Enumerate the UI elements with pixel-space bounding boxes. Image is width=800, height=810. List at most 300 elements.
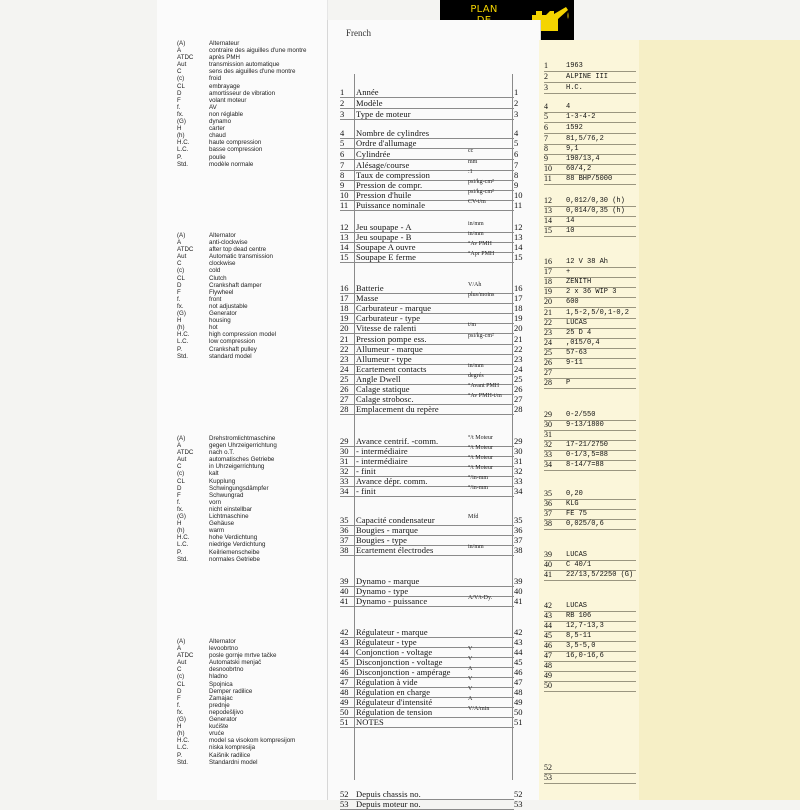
legend-description: Flywheel [209, 288, 234, 296]
data-value: 25 D 4 [566, 329, 592, 337]
row-label: Type de moteur [356, 109, 411, 119]
row-unit: °/t Moteur [468, 465, 493, 471]
data-row-number: 17 [544, 267, 552, 276]
row-number-right: 7 [514, 160, 519, 170]
data-value: 2 x 36 WIP 3 [566, 288, 617, 296]
legend-row [171, 275, 331, 282]
data-row [544, 173, 794, 185]
legend-description: Spojnica [209, 680, 233, 688]
legend-block [171, 40, 331, 168]
row-number-right: 33 [514, 476, 523, 486]
data-value: 190/13,4 [566, 155, 600, 163]
row-number-right: 9 [514, 180, 519, 190]
row-unit: Mfd [468, 514, 479, 520]
row-number-right: 25 [514, 374, 523, 384]
row-number: 49 [340, 697, 349, 707]
data-row-number: 44 [544, 621, 552, 630]
data-row [544, 82, 794, 94]
legend-abbreviation: f. [177, 103, 181, 111]
legend-abbreviation: Aut [177, 456, 187, 464]
row-label: Jeu soupape - A [356, 222, 412, 232]
legend-row [171, 154, 331, 161]
row-number-right: 17 [514, 293, 523, 303]
row-number: 31 [340, 456, 349, 466]
legend-row [171, 688, 331, 695]
data-row-number: 31 [544, 430, 552, 439]
row-number-right: 45 [514, 657, 523, 667]
row-unit: V [468, 686, 473, 692]
row-number: 39 [340, 576, 349, 586]
legend-row [171, 246, 331, 253]
data-row-number: 39 [544, 550, 552, 559]
legend-description: amortisseur de vibration [209, 89, 276, 97]
data-row [544, 680, 794, 692]
legend-row [171, 346, 331, 353]
row-number: 43 [340, 637, 349, 647]
legend-row [171, 541, 331, 548]
legend-abbreviation: (h) [177, 527, 185, 535]
row-label: - finit [356, 466, 376, 476]
legend-description: hot [209, 324, 218, 332]
data-value: 88 BHP/5000 [566, 175, 613, 183]
legend-abbreviation: (c) [177, 470, 185, 478]
row-label: - intermédiaire [356, 446, 408, 456]
legend-description: Keilriemenscheibe [209, 548, 260, 556]
row-label: Pression de compr. [356, 180, 423, 190]
data-value: 0,012/0,30 (h) [566, 197, 625, 205]
legend-row [171, 478, 331, 485]
row-unit: A/V/t-Dy. [468, 595, 493, 601]
row-label: Dynamo - marque [356, 576, 420, 586]
row-label: Calage strobosc. [356, 394, 414, 404]
legend-abbreviation: CL [177, 680, 185, 688]
row-label: Dynamo - puissance [356, 596, 428, 606]
data-value: 12 V 38 Ah [566, 258, 609, 266]
legend-abbreviation: CL [177, 82, 185, 90]
legend-description: Generator [209, 310, 237, 318]
data-row-rule [544, 184, 636, 185]
legend-row [171, 534, 331, 541]
legend-abbreviation: f. [177, 295, 181, 303]
legend-row [171, 723, 331, 730]
row-number: 11 [340, 200, 349, 210]
legend-description: modèle normale [209, 160, 254, 168]
data-value: 1,5-2,5/0,1-0,2 [566, 309, 630, 317]
row-number-right: 11 [514, 200, 523, 210]
legend-row [171, 449, 331, 456]
data-row-number: 22 [544, 318, 552, 327]
legend-abbreviation: H.C. [177, 331, 190, 339]
legend-abbreviation: (c) [177, 673, 185, 681]
row-label: Ordre d'allumage [356, 138, 417, 148]
data-row-number: 23 [544, 328, 552, 337]
row-number: 30 [340, 446, 349, 456]
row-number-right: 23 [514, 354, 523, 364]
legend-abbreviation: C [177, 666, 182, 674]
row-rule [340, 555, 514, 556]
row-number-right: 27 [514, 394, 523, 404]
row-number-right: 26 [514, 384, 523, 394]
row-label: Soupape A ouvre [356, 242, 416, 252]
legend-abbreviation: F [177, 694, 181, 702]
data-value: 81,5/76,2 [566, 135, 604, 143]
row-number: 47 [340, 677, 349, 687]
legend-row [171, 456, 331, 463]
row-number: 26 [340, 384, 349, 394]
legend-description: après PMH [209, 54, 240, 62]
row-rule [340, 606, 514, 607]
row-number-right: 46 [514, 667, 523, 677]
legend-row [171, 338, 331, 345]
data-row [544, 772, 794, 784]
data-row-number: 18 [544, 277, 552, 286]
data-value: 12,7-13,3 [566, 622, 604, 630]
data-value: 8-14/7=88 [566, 461, 604, 469]
row-number: 1 [340, 87, 345, 97]
row-number-right: 42 [514, 627, 523, 637]
row-number: 12 [340, 222, 349, 232]
data-value: 1-3-4-2 [566, 113, 596, 121]
row-number-right: 48 [514, 687, 523, 697]
legend-description: cold [209, 267, 221, 275]
row-number: 14 [340, 242, 349, 252]
row-number-right: 8 [514, 170, 519, 180]
data-row-number: 37 [544, 509, 552, 518]
row-number: 38 [340, 545, 349, 555]
row-number: 46 [340, 667, 349, 677]
legend-abbreviation: Std. [177, 160, 189, 168]
row-label: Batterie [356, 283, 384, 293]
form-sheet [327, 20, 541, 809]
row-number-right: 20 [514, 323, 523, 333]
legend-description: Schwingungsdämpfer [209, 484, 269, 492]
legend-row [171, 161, 331, 168]
data-row-number: 38 [544, 519, 552, 528]
row-number: 4 [340, 128, 345, 138]
data-value: 9,1 [566, 145, 579, 153]
legend-description: niska kompresija [209, 744, 256, 752]
legend-abbreviation: C [177, 68, 182, 76]
row-unit: mm [468, 159, 478, 165]
row-rule [340, 496, 514, 497]
legend-description: desnoobrtno [209, 666, 244, 674]
legend-row [171, 40, 331, 47]
legend-row [171, 118, 331, 125]
legend-description: Automatic transmission [209, 253, 273, 261]
legend-abbreviation: (c) [177, 75, 185, 83]
row-unit: V [468, 656, 473, 662]
legend-row [171, 47, 331, 54]
legend-description: contraire des aiguilles d'une montre [209, 47, 307, 55]
row-number-right: 18 [514, 303, 523, 313]
row-number: 16 [340, 283, 349, 293]
row-label: Vitesse de ralenti [356, 323, 417, 333]
row-label: Dynamo - type [356, 586, 409, 596]
legend-abbreviation: Std. [177, 758, 189, 766]
legend-description: vorn [209, 498, 222, 506]
row-label: Ecartement électrodes [356, 545, 434, 555]
row-label: - intermédiaire [356, 456, 408, 466]
legend-description: carter [209, 125, 225, 133]
row-number: 48 [340, 687, 349, 697]
row-label: Régulation à vide [356, 677, 418, 687]
data-row-number: 8 [544, 144, 548, 153]
legend-description: not adjustable [209, 302, 248, 310]
legend-row [171, 232, 331, 239]
data-value: 10 [566, 227, 575, 235]
row-rule [340, 119, 514, 120]
form-row [340, 199, 526, 211]
row-label: - finit [356, 486, 376, 496]
legend-abbreviation: C [177, 463, 182, 471]
legend-abbreviation: A [177, 239, 182, 247]
row-label: Pression pompe ess. [356, 334, 427, 344]
legend-abbreviation: P. [177, 345, 183, 353]
legend-abbreviation: Std. [177, 555, 189, 563]
legend-description: after top dead centre [209, 246, 267, 254]
row-unit: t/m [468, 322, 477, 328]
legend-abbreviation: ATDC [177, 246, 194, 254]
legend-description: froid [209, 75, 222, 83]
row-label: Bougies - marque [356, 525, 419, 535]
legend-abbreviation: ATDC [177, 652, 194, 660]
legend-row [171, 549, 331, 556]
row-label: Carburateur - marque [356, 303, 432, 313]
legend-abbreviation: D [177, 687, 182, 695]
row-number-right: 4 [514, 128, 519, 138]
row-number-right: 14 [514, 242, 523, 252]
data-row-number: 41 [544, 570, 552, 579]
row-number: 27 [340, 394, 349, 404]
row-number: 51 [340, 717, 349, 727]
legend-description: Demper radilice [209, 687, 253, 695]
legend-description: Alternator [209, 638, 236, 645]
legend-description: Generator [209, 716, 237, 724]
data-row-number: 32 [544, 440, 552, 449]
row-label: Puissance nominale [356, 200, 426, 210]
legend-abbreviation: H [177, 317, 182, 325]
legend-description: Drehstromlichtmaschine [209, 435, 276, 442]
data-row-rule [544, 93, 636, 94]
legend-abbreviation: F [177, 491, 181, 499]
legend-abbreviation: (G) [177, 118, 186, 126]
row-number-right: 31 [514, 456, 523, 466]
form-row [340, 251, 526, 263]
row-label: Régulation de tension [356, 707, 433, 717]
data-row-number: 29 [544, 410, 552, 419]
legend-row [171, 253, 331, 260]
row-number-right: 53 [514, 799, 523, 809]
row-number: 28 [340, 404, 349, 414]
data-value: C 40/1 [566, 561, 592, 569]
data-row [544, 459, 794, 471]
legend-description: vruće [209, 730, 225, 738]
data-value: 0,014/0,35 (h) [566, 207, 625, 215]
row-number-right: 10 [514, 190, 523, 200]
data-value: 0-1/3,5=88 [566, 451, 609, 459]
legend-row [171, 303, 331, 310]
row-number: 9 [340, 180, 345, 190]
legend-row [171, 132, 331, 139]
legend-description: warm [209, 527, 225, 535]
row-label: Cylindrée [356, 149, 391, 159]
row-label: Ecartement contacts [356, 364, 427, 374]
data-value: + [566, 268, 571, 276]
legend-row [171, 310, 331, 317]
legend-description: haute compression [209, 139, 262, 147]
legend-row [171, 520, 331, 527]
legend-description: Crankshaft pulley [209, 345, 257, 353]
row-rule [340, 210, 514, 211]
legend-abbreviation: L.C. [177, 744, 189, 752]
data-row [544, 225, 794, 237]
data-row-number: 30 [544, 420, 552, 429]
row-number: 37 [340, 535, 349, 545]
data-value: LUCAS [566, 602, 588, 610]
legend-description: AV [209, 103, 217, 111]
form-row [340, 544, 526, 556]
legend-description: Alternateur [209, 40, 240, 47]
data-row-number: 34 [544, 460, 552, 469]
row-unit: in/mm [468, 363, 484, 369]
legend-row [171, 681, 331, 688]
row-number: 21 [340, 334, 349, 344]
legend-row [171, 146, 331, 153]
data-row-number: 2 [544, 72, 548, 81]
legend-description: hladno [209, 673, 228, 681]
row-number: 34 [340, 486, 349, 496]
row-number-right: 49 [514, 697, 523, 707]
row-number-right: 12 [514, 222, 523, 232]
data-row-number: 47 [544, 651, 552, 660]
legend-row [171, 83, 331, 90]
data-value: ,015/0,4 [566, 339, 600, 347]
row-label: Emplacement du repère [356, 404, 439, 414]
row-number: 20 [340, 323, 349, 333]
row-number-right: 6 [514, 149, 519, 159]
form-row [340, 595, 526, 607]
data-value: 0-2/550 [566, 411, 596, 419]
row-unit: A [468, 696, 473, 702]
legend-description: hohe Verdichtung [209, 534, 258, 542]
row-number: 45 [340, 657, 349, 667]
legend-description: nepodešljivo [209, 708, 244, 716]
row-number: 50 [340, 707, 349, 717]
form-row [340, 403, 526, 415]
row-unit: psi/kg-cm² [468, 333, 494, 339]
legend-description: standard model [209, 352, 252, 360]
legend-row [171, 709, 331, 716]
row-number: 35 [340, 515, 349, 525]
legend-row [171, 463, 331, 470]
row-number-right: 38 [514, 545, 523, 555]
row-label: Angle Dwell [356, 374, 401, 384]
legend-description: gegen Uhrzeigerrichtung [209, 442, 277, 450]
data-value: ALPINE III [566, 73, 609, 81]
data-row-rule [544, 691, 636, 692]
legend-block [171, 435, 331, 563]
legend-abbreviation: (A) [177, 232, 186, 239]
legend-block [171, 232, 331, 360]
row-number: 18 [340, 303, 349, 313]
row-unit: :1 [468, 169, 473, 175]
data-row-number: 4 [544, 102, 548, 111]
row-number: 44 [340, 647, 349, 657]
legend-description: Alternator [209, 232, 236, 239]
legend-row [171, 111, 331, 118]
data-row-number: 10 [544, 164, 552, 173]
row-label: Allumeur - type [356, 354, 412, 364]
data-row-rule [544, 529, 636, 530]
legend-row [171, 61, 331, 68]
legend-row [171, 442, 331, 449]
legend-description: basse compression [209, 146, 263, 154]
data-row-number: 15 [544, 226, 552, 235]
data-row [544, 518, 794, 530]
legend-row [171, 556, 331, 563]
legend-abbreviation: P. [177, 548, 183, 556]
legend-abbreviation: C [177, 260, 182, 268]
row-unit: psi/kg-cm² [468, 179, 494, 185]
row-label: Avance centrif. -comm. [356, 436, 439, 446]
legend-abbreviation: fx. [177, 302, 184, 310]
row-number: 7 [340, 160, 345, 170]
row-label: Soupape E ferme [356, 252, 417, 262]
data-row-number: 7 [544, 134, 548, 143]
legend-description: anti-clockwise [209, 239, 248, 247]
data-row-number: 13 [544, 206, 552, 215]
legend-abbreviation: P. [177, 153, 183, 161]
legend-description: automatisches Getriebe [209, 456, 275, 464]
row-number: 29 [340, 436, 349, 446]
legend-description: embrayage [209, 82, 240, 90]
legend-row [171, 68, 331, 75]
data-row-number: 28 [544, 378, 552, 387]
legend-row [171, 324, 331, 331]
row-label: Bougies - type [356, 535, 407, 545]
data-row-number: 11 [544, 174, 552, 183]
data-value: 8,5-11 [566, 632, 592, 640]
legend-row [171, 506, 331, 513]
legend-row [171, 499, 331, 506]
row-number: 22 [340, 344, 349, 354]
legend-description: front [209, 295, 222, 303]
legend-row [171, 752, 331, 759]
row-label: Conjonction - voltage [356, 647, 433, 657]
row-unit: psi/kg-cm² [468, 189, 494, 195]
legend-abbreviation: D [177, 484, 182, 492]
data-row-number: 16 [544, 257, 552, 266]
legend-row [171, 513, 331, 520]
row-number: 25 [340, 374, 349, 384]
row-unit: °/in-mm [468, 475, 489, 481]
data-row-number: 42 [544, 601, 552, 610]
legend-description: Lichtmaschine [209, 513, 249, 521]
abbreviation-legend-card [157, 0, 327, 800]
row-label: Régulateur d'intensité [356, 697, 433, 707]
legend-row [171, 435, 331, 442]
legend-abbreviation: (h) [177, 730, 185, 738]
row-number-right: 35 [514, 515, 523, 525]
row-label: Disconjonction - ampérage [356, 667, 451, 677]
row-number-right: 50 [514, 707, 523, 717]
legend-row [171, 744, 331, 751]
legend-description: sens des aiguilles d'une montre [209, 68, 296, 76]
legend-abbreviation: F [177, 288, 181, 296]
legend-description: nach o.T. [209, 449, 235, 457]
data-row-number: 40 [544, 560, 552, 569]
data-value: 22/13,5/2250 (G) [566, 571, 634, 579]
